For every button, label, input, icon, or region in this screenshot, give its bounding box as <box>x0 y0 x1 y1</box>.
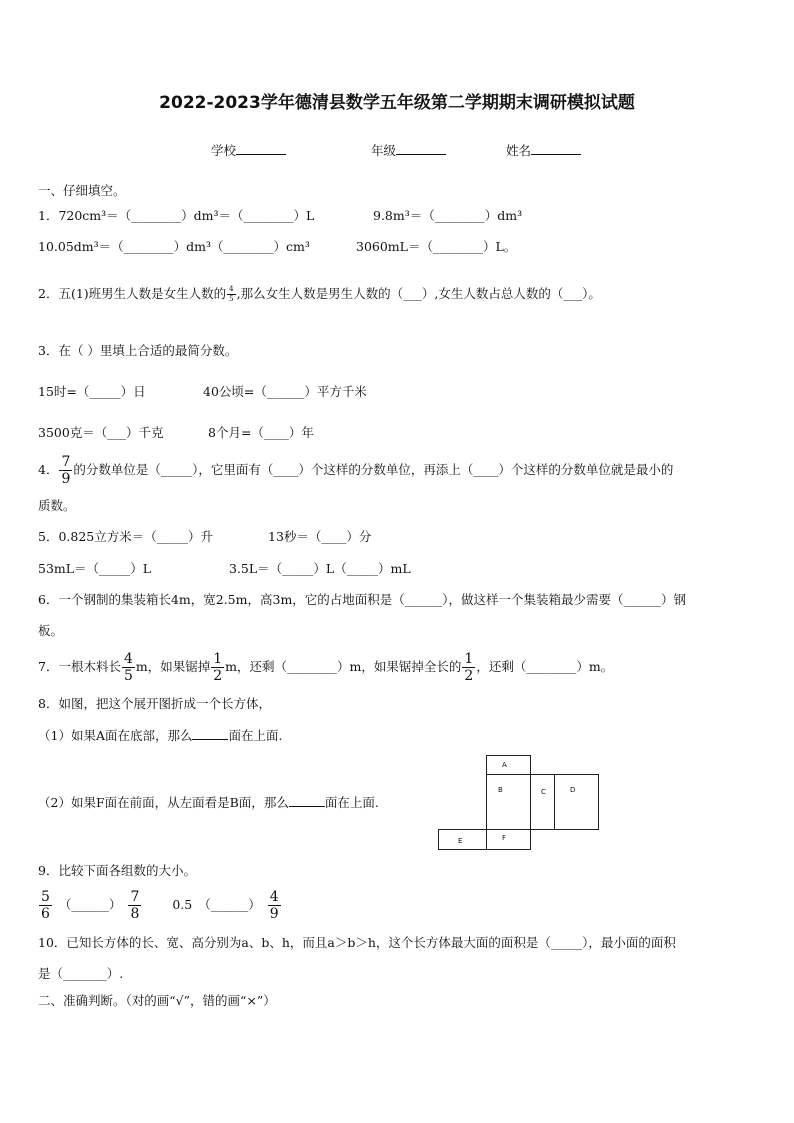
q8-sub2: （2）如果F面在前面，从左面看是B面，那么 面在上面. <box>38 795 379 810</box>
net-face-a: A <box>486 755 531 775</box>
q2-post: ,那么女生人数是男生人数的（___）,女生人数占总人数的（___）。 <box>236 286 601 301</box>
grade-label: 年级 <box>371 143 397 158</box>
q3-head: 3．在（ ）里填上合适的最简分数。 <box>38 343 238 358</box>
net-face-c: C <box>530 774 555 830</box>
q3-c: 3500克＝（___）千克 <box>38 425 164 440</box>
q9-fraction-2: $\frac{7}{8}$ <box>130 889 140 922</box>
q3-d: 8个月=（____）年 <box>208 425 314 440</box>
q8-head: 8．如图，把这个展开图折成一个长方体， <box>38 696 271 711</box>
q5-c: 53mL＝（_____）L <box>38 561 152 576</box>
q3-a: 15时=（_____）日 <box>38 384 146 399</box>
q5-a: 5．0.825立方米＝（_____）升 <box>38 529 213 544</box>
q4-pre: 4． <box>38 462 59 477</box>
name-blank[interactable] <box>531 142 581 155</box>
q7-fraction-3: $\frac{1}{2}$ <box>464 651 474 684</box>
q7-p2: m，如果锯掉 <box>135 659 211 674</box>
net-face-d: D <box>554 774 599 830</box>
q7-p1: 7．一根木料长 <box>38 659 121 674</box>
net-face-f: F <box>486 829 531 850</box>
net-face-e: E <box>438 829 487 850</box>
q7-fraction-2: $\frac{1}{2}$ <box>213 651 223 684</box>
q9-fraction-1: $\frac{5}{6}$ <box>41 889 50 922</box>
q1-line1b: 9.8m³＝（________）dm³ <box>373 208 523 223</box>
q4-fraction: $\frac{7}{9}$ <box>61 454 71 487</box>
q1-line1a: 1．720cm³＝（________）dm³＝（________）L <box>38 208 315 223</box>
grade-field[interactable] <box>371 142 446 159</box>
q4-line1 <box>38 454 673 486</box>
name-label: 姓名 <box>506 143 532 158</box>
q8-sub2-blank[interactable] <box>289 794 325 807</box>
q7-line <box>38 650 613 684</box>
q7-fraction-1: $\frac{4}{5}$ <box>123 651 133 684</box>
q5-d: 3.5L＝（_____）L（_____）mL <box>229 561 411 576</box>
q3-b: 40公顷=（______）平方千米 <box>203 384 367 399</box>
q2-line <box>38 286 601 303</box>
q9-blank-1[interactable]: （______） <box>58 897 122 912</box>
q8-sub1: （1）如果A面在底部，那么 面在上面. <box>38 728 283 743</box>
q9-head: 9．比较下面各组数的大小。 <box>38 863 196 878</box>
q6-line1: 6．一个钢制的集装箱长4m，宽2.5m，高3m，它的占地面积是（______），做这样一个集装箱最少需要（______）钢 <box>38 592 687 607</box>
q9-fraction-3: $\frac{4}{9}$ <box>269 889 279 922</box>
school-label: 学校 <box>211 143 237 158</box>
q10-line1: 10．已知长方体的长、宽、高分别为a、b、h，而且a＞b＞h，这个长方体最大面的面积是（_____），最小面的面积 <box>38 935 676 950</box>
q8-sub1-blank[interactable] <box>192 727 228 740</box>
school-field[interactable] <box>211 142 286 159</box>
q7-p4: ，还剩（________）m。 <box>476 659 614 674</box>
name-field[interactable] <box>506 142 581 159</box>
q2-fraction: $\frac{4}{5}$ <box>229 285 234 303</box>
q5-b: 13秒＝（____）分 <box>268 529 372 544</box>
q10-line2: 是（_______）. <box>38 966 124 981</box>
q9-compare <box>38 888 282 922</box>
q4-line2: 质数。 <box>38 498 76 513</box>
page-title: 2022-2023学年德清县数学五年级第二学期期末调研模拟试题 <box>159 93 635 113</box>
q7-p3: m，还剩（________）m，如果锯掉全长的 <box>225 659 462 674</box>
q1-line2a: 10.05dm³＝（________）dm³（________）cm³ <box>38 239 310 254</box>
q9-blank-2[interactable]: （______） <box>198 897 261 912</box>
q2-pre: 2．五(1)班男生人数是女生人数的 <box>38 286 227 301</box>
q1-line2b: 3060mL＝（________）L。 <box>356 239 517 254</box>
section2-heading: 二、准确判断。（对的画“√”，错的画“×”） <box>38 993 276 1008</box>
section1-heading: 一、仔细填空。 <box>38 183 126 198</box>
q9-decimal: 0.5 <box>172 897 193 912</box>
q4-post: 的分数单位是（_____），它里面有（____）个这样的分数单位，再添上（____）个这样的分数单位就是最小的 <box>73 462 674 477</box>
school-blank[interactable] <box>236 142 286 155</box>
net-face-b: B <box>486 774 531 830</box>
q6-line2: 板。 <box>38 623 64 638</box>
grade-blank[interactable] <box>396 142 446 155</box>
